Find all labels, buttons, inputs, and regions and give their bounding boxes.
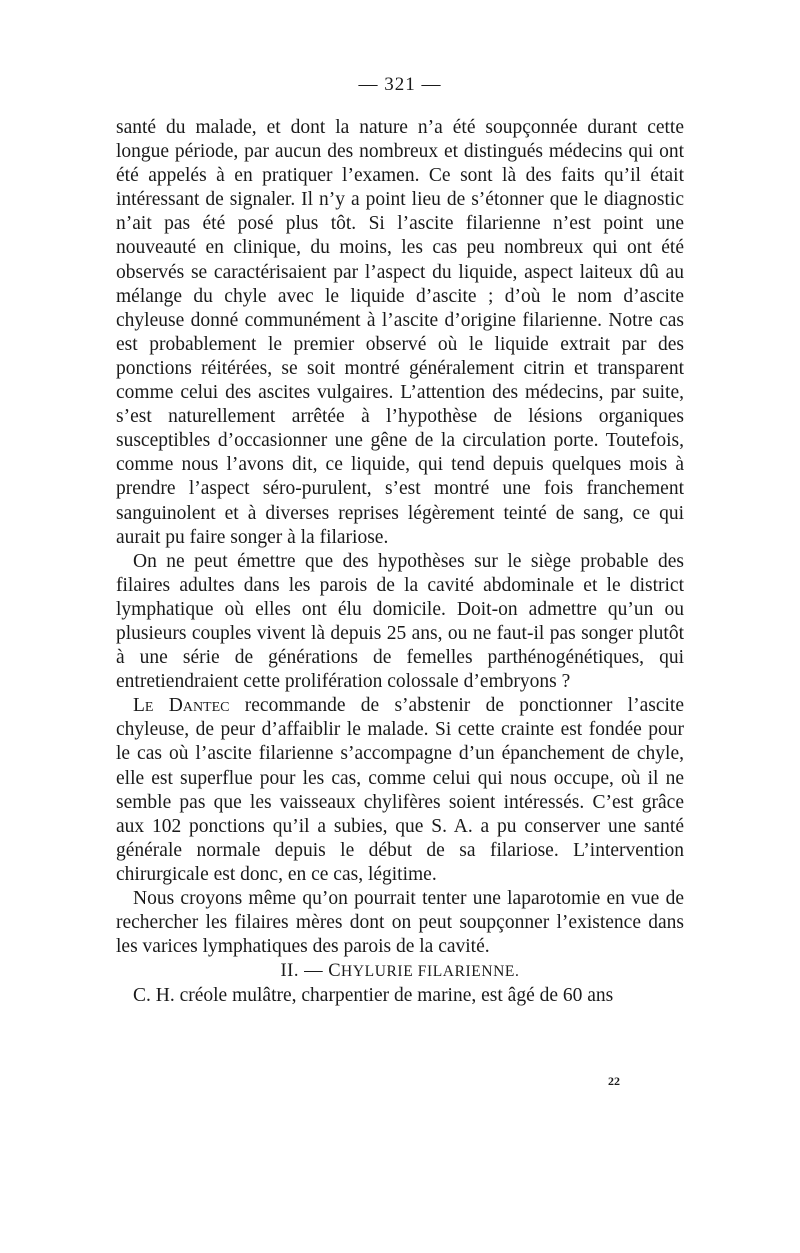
paragraph-filaires-hypothesis: On ne peut émettre que des hypothèses sur le siège probable des filaires adultes dans les parois de la cavité abdominale et le district lymphatique où elles ont élu domicile. Doit-on admettre qu’un ou plusieurs couples vivent là depuis 25 ans, ou ne faut-il pas songer plutôt à une série de générations de femelles parthénogénétiques, qui entretiendraient cette prolifération colossale d’embryons ? [116, 550, 684, 693]
paragraph-laparotomie: Nous croyons même qu’on pourrait tenter une laparotomie en vue de rechercher les filaires mères dont on peut soupçonner l’existence dans les varices lymphatiques des parois de la cavité. [116, 888, 684, 958]
section-heading-prefix: II. — C [280, 961, 342, 982]
signature-mark: 22 [608, 1074, 620, 1088]
page-number: — 321 — [358, 74, 442, 95]
paragraph-observation: C. H. créole mulâtre, charpentier de marine, est âgé de 60 ans [133, 985, 614, 1007]
paragraph-le-dantec-text: recommande de s’abstenir de ponctionner l’ascite chyleuse, de peur d’affaiblir le malade. Si cette crainte est fondée pour le cas où l’ascite filarienne s’accompagne d’un épanchement de chyle, elle est superflue pour les cas, comme celui qui nous occupe, où il ne semble pas que les vaisseaux chylifères soient intéressés. C’est grâce aux 102 ponctions qu’il a subies, que S. A. a pu conserver une santé générale normale depuis le début de sa filariose. L’intervention chirurgicale est donc, en ce cas, légitime. [116, 695, 684, 885]
paragraph-continued: santé du malade, et dont la nature n’a été soupçonnée durant cette longue période, par aucun des nombreux et distingués médecins qui ont été appelés à en pratiquer l’examen. Ce sont là des faits qu’il était intéressant de signaler. Il n’y a point lieu de s’étonner que le diagnostic n’ait pas été posé plus tôt. Si l’ascite filarienne n’est point une nouveauté en clinique, du moins, les cas peu nombreux qui ont été observés se caractérisaient par l’aspect du liquide, aspect laiteux dû au mélange du chyle avec le liquide d’ascite ; d’où le nom d’ascite chyleuse donné communément à l’ascite d’origine filarienne. Notre cas est probablement le premier observé où le liquide extrait par des ponctions réitérées, se soit montré généralement citrin et transparent comme celui des ascites vulgaires. L’attention des médecins, par suite, s’est naturellement arrêtée à l’hypothèse de lésions organiques susceptibles d’occasionner une gêne de la circulation porte. Toutefois, comme nous l’avons dit, ce liquide, qui tend depuis quelques mois à prendre l’aspect séro-purulent, s’est montré une fois franchement sanguinolent et à diverses reprises légèrement teinté de sang, ce qui aurait pu faire songer à la filariose. [116, 117, 684, 548]
paragraph-le-dantec [116, 694, 684, 887]
body-text [116, 116, 684, 1008]
author-name: Le Dantec [133, 695, 230, 717]
section-heading-title: HYLURIE FILARIENNE. [341, 963, 520, 981]
section-heading [116, 959, 684, 984]
